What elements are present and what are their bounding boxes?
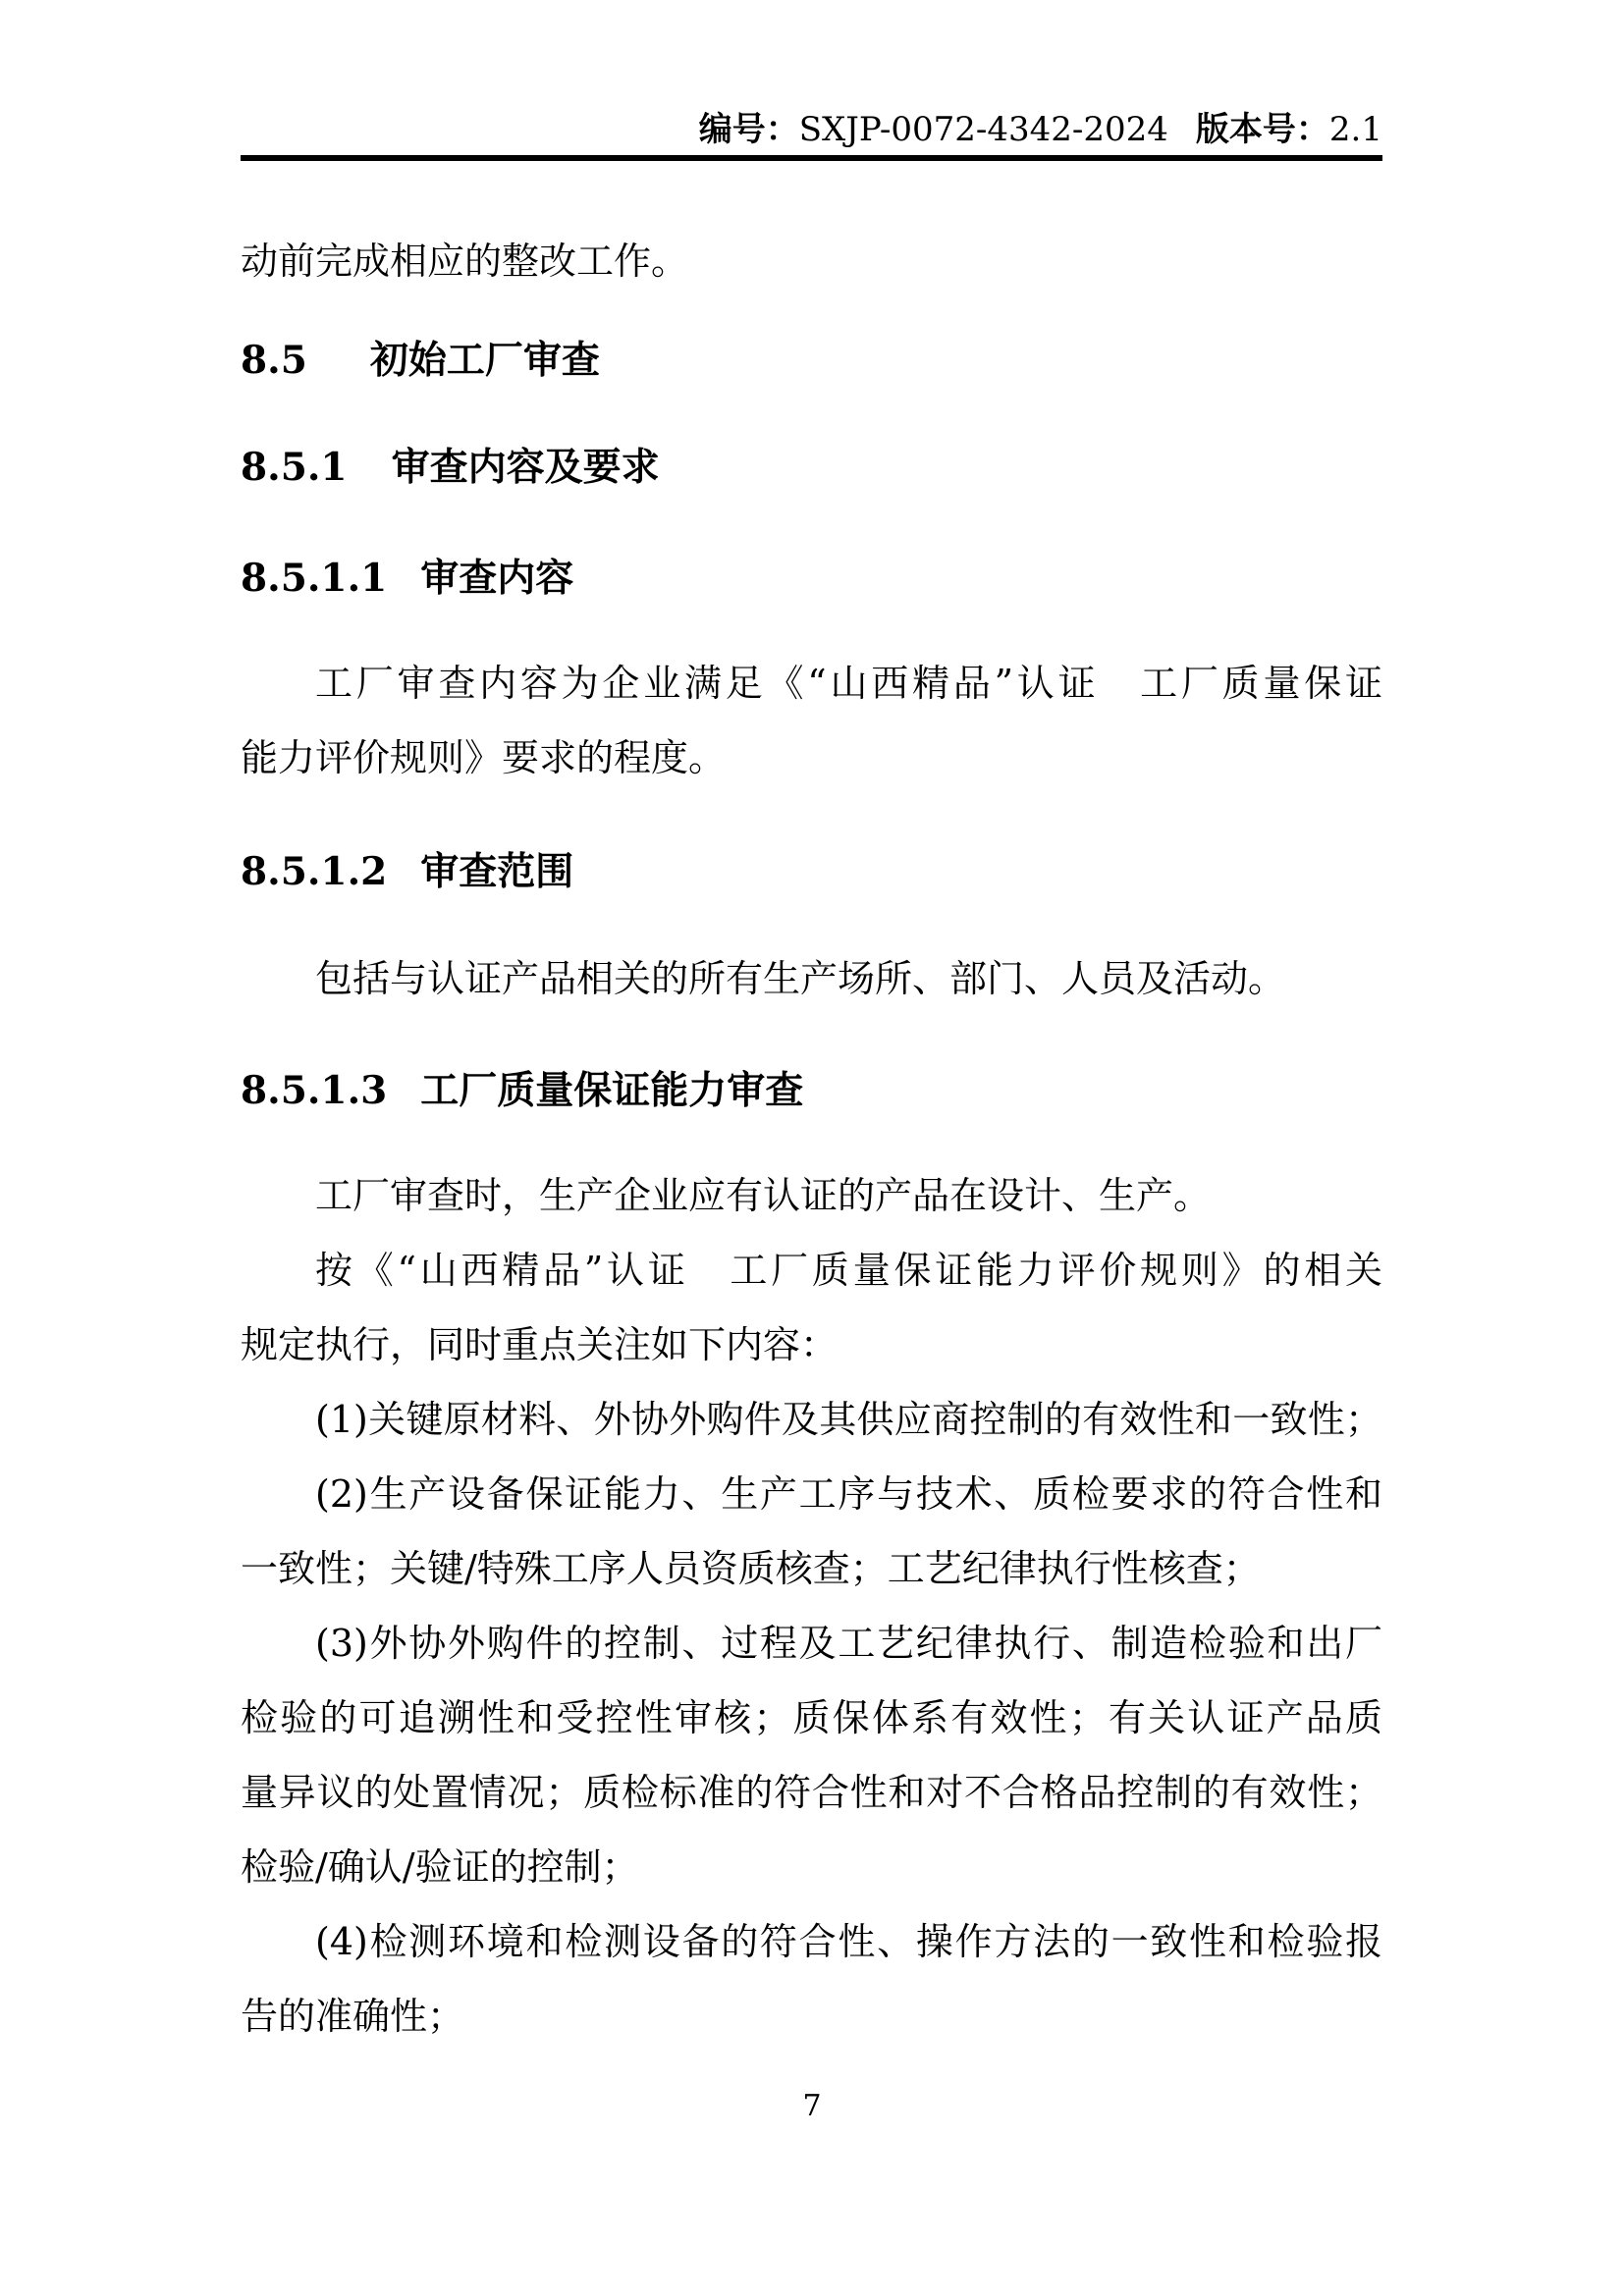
paragraph-continuation: 动前完成相应的整改工作。 — [241, 240, 689, 283]
heading-8-5-1-2-title: 审查范围 — [420, 849, 574, 894]
paragraph-audit-content — [241, 646, 1382, 795]
paragraph-audit-content-line-1: 工厂审查内容为企业满足《“山西精品”认证 工厂质量保证 — [315, 662, 1382, 705]
list-item-3-line-2: 检验的可追溯性和受控性审核；质保体系有效性；有关认证产品质 — [241, 1696, 1382, 1739]
heading-8-5-1-3-number: 8.5.1.3 — [241, 1068, 388, 1113]
list-item-3-line-4: 检验/确认/验证的控制； — [241, 1845, 639, 1889]
heading-8-5-1-number: 8.5.1 — [241, 445, 348, 490]
heading-8-5-1-1-number: 8.5.1.1 — [241, 556, 388, 601]
heading-8-5-1-title: 审查内容及要求 — [391, 445, 660, 490]
list-item-4-line-1: (4)检测环境和检测设备的符合性、操作方法的一致性和检验报 — [315, 1920, 1382, 1963]
paragraph-rule-reference-line-1: 按《“山西精品”认证 工厂质量保证能力评价规则》的相关 — [315, 1249, 1382, 1292]
heading-8-5 — [241, 323, 1382, 398]
version-label: 版本号： — [1195, 110, 1329, 149]
heading-8-5-1-2 — [241, 834, 1382, 909]
doc-number-value: SXJP-0072-4342-2024 — [798, 110, 1168, 149]
heading-8-5-1 — [241, 430, 1382, 505]
list-item-2-line-1: (2)生产设备保证能力、生产工序与技术、质检要求的符合性和 — [315, 1472, 1382, 1516]
paragraph-audit-scope: 包括与认证产品相关的所有生产场所、部门、人员及活动。 — [315, 957, 1286, 1000]
heading-8-5-1-2-number: 8.5.1.2 — [241, 849, 388, 894]
heading-8-5-title: 初始工厂审查 — [369, 338, 600, 383]
list-item-4-line-2: 告的准确性； — [241, 1995, 465, 2038]
paragraph-rule-reference-line-2: 规定执行，同时重点关注如下内容： — [241, 1323, 839, 1366]
heading-8-5-1-1-title: 审查内容 — [420, 556, 574, 601]
list-item-3-line-1: (3)外协外购件的控制、过程及工艺纪律执行、制造检验和出厂 — [315, 1622, 1382, 1665]
content-area — [241, 0, 1382, 2054]
paragraph-design-production: 工厂审查时，生产企业应有认证的产品在设计、生产。 — [315, 1174, 1212, 1217]
list-item-2-line-2: 一致性；关键/特殊工序人员资质核查；工艺纪律执行性核查； — [241, 1547, 1261, 1590]
page-number: 7 — [802, 2089, 822, 2123]
heading-8-5-number: 8.5 — [241, 338, 307, 383]
header-rule — [241, 155, 1382, 161]
version-value: 2.1 — [1328, 110, 1382, 149]
list-item-1: (1)关键原材料、外协外购件及其供应商控制的有效性和一致性； — [315, 1398, 1382, 1441]
heading-8-5-1-1 — [241, 541, 1382, 615]
page-header — [241, 0, 1382, 149]
list-item-3-line-3: 量异议的处置情况；质检标准的符合性和对不合格品控制的有效性； — [241, 1771, 1382, 1814]
paragraph-audit-content-line-2: 能力评价规则》要求的程度。 — [241, 736, 727, 779]
paragraph-group-quality-audit — [241, 1158, 1382, 2054]
heading-8-5-1-3-title: 工厂质量保证能力审查 — [420, 1068, 804, 1113]
doc-number-label: 编号： — [698, 110, 799, 149]
heading-8-5-1-3 — [241, 1053, 1382, 1128]
